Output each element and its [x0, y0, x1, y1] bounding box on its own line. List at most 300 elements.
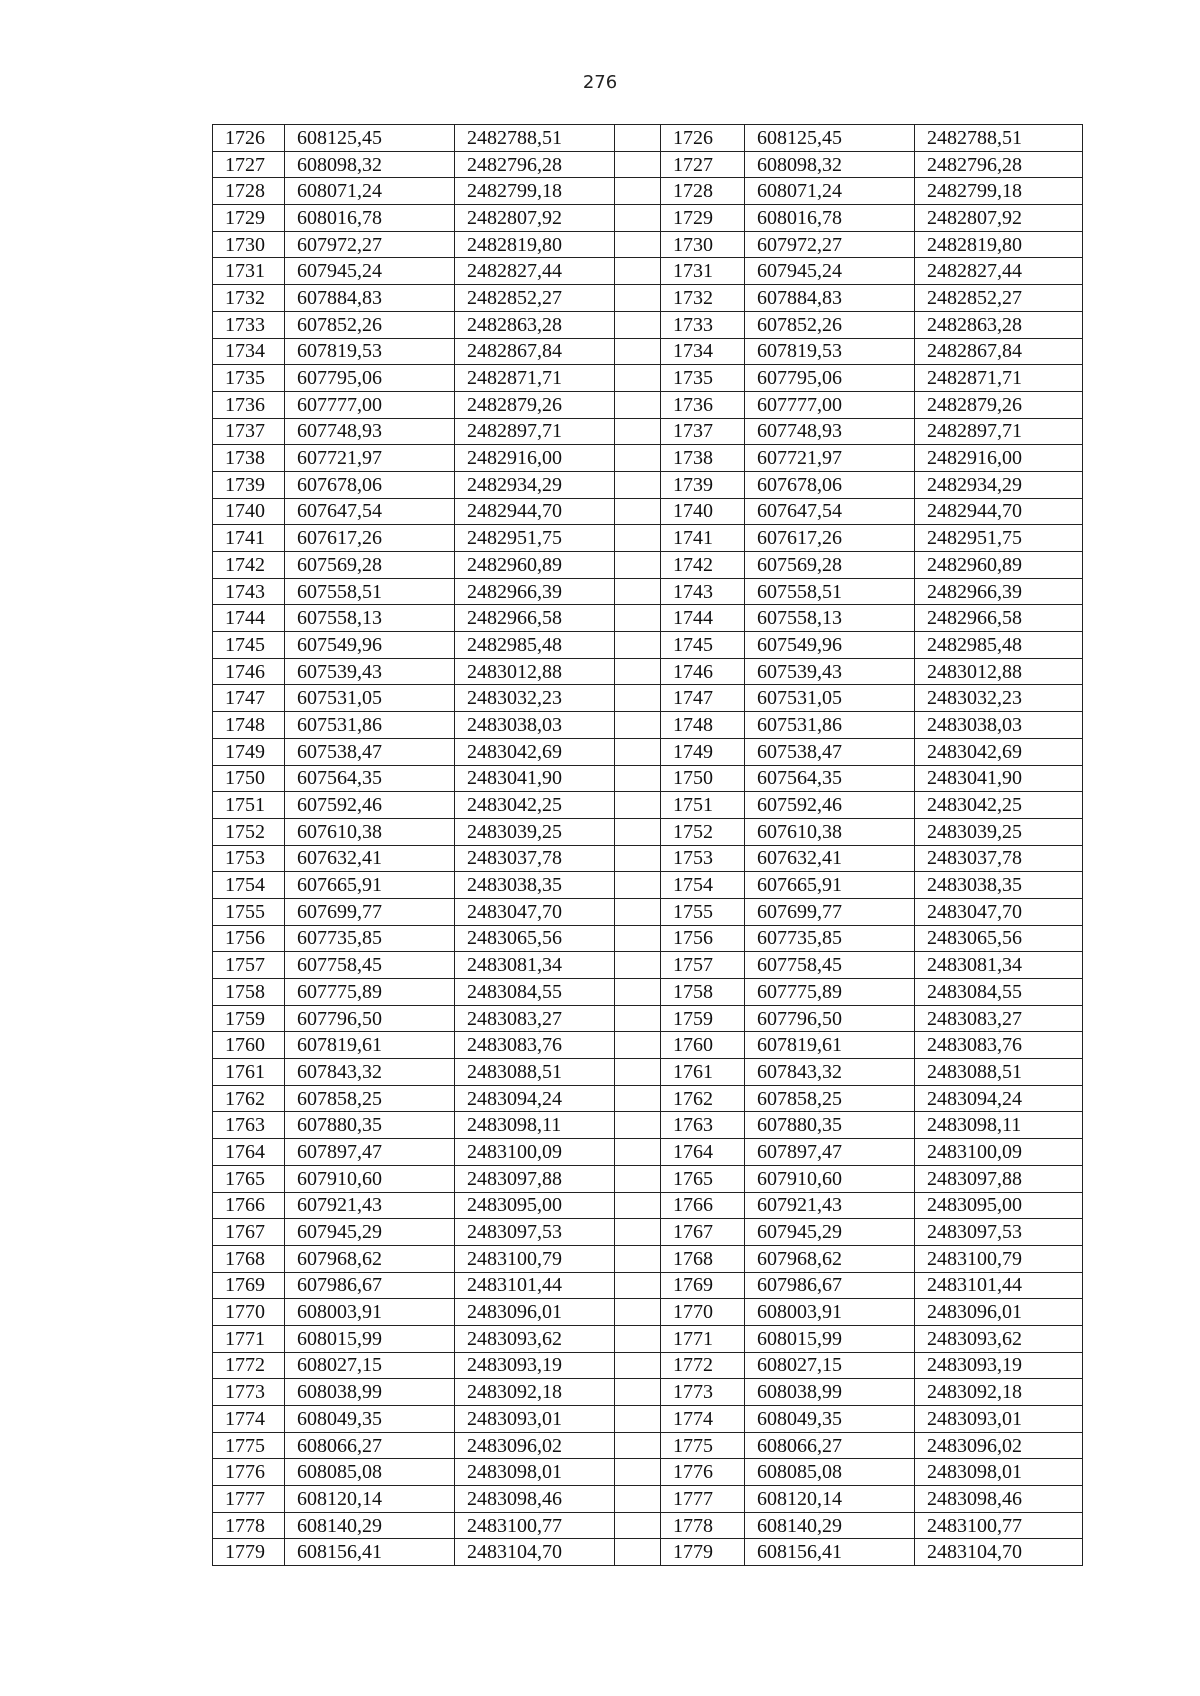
x-coordinate-cell: 608120,14 [745, 1486, 915, 1513]
y-coordinate-cell: 2483101,44 [455, 1272, 615, 1299]
blank-cell [615, 1406, 661, 1433]
y-coordinate-cell: 2483083,76 [915, 1032, 1083, 1059]
point-number-cell: 1755 [213, 898, 285, 925]
y-coordinate-cell: 2483047,70 [455, 898, 615, 925]
y-coordinate-cell: 2482966,39 [915, 578, 1083, 605]
table-row [213, 1459, 1083, 1486]
blank-cell [615, 1325, 661, 1352]
point-number-cell: 1740 [213, 498, 285, 525]
x-coordinate-cell: 607775,89 [745, 979, 915, 1006]
blank-cell [615, 338, 661, 365]
table-row [213, 872, 1083, 899]
x-coordinate-cell: 607558,51 [745, 578, 915, 605]
point-number-cell: 1752 [213, 818, 285, 845]
coordinates-table-body [213, 125, 1083, 1566]
x-coordinate-cell: 607610,38 [745, 818, 915, 845]
point-number-cell: 1771 [661, 1325, 745, 1352]
point-number-cell: 1774 [213, 1406, 285, 1433]
table-row [213, 1059, 1083, 1086]
point-number-cell: 1738 [213, 445, 285, 472]
point-number-cell: 1742 [213, 552, 285, 579]
y-coordinate-cell: 2483088,51 [915, 1059, 1083, 1086]
point-number-cell: 1759 [213, 1005, 285, 1032]
blank-cell [615, 792, 661, 819]
x-coordinate-cell: 608085,08 [285, 1459, 455, 1486]
y-coordinate-cell: 2482916,00 [915, 445, 1083, 472]
y-coordinate-cell: 2483084,55 [915, 979, 1083, 1006]
blank-cell [615, 1352, 661, 1379]
table-row [213, 1272, 1083, 1299]
x-coordinate-cell: 607592,46 [745, 792, 915, 819]
y-coordinate-cell: 2483097,53 [915, 1219, 1083, 1246]
x-coordinate-cell: 607972,27 [285, 231, 455, 258]
x-coordinate-cell: 607647,54 [285, 498, 455, 525]
y-coordinate-cell: 2482985,48 [455, 632, 615, 659]
y-coordinate-cell: 2482944,70 [915, 498, 1083, 525]
point-number-cell: 1761 [213, 1059, 285, 1086]
y-coordinate-cell: 2482916,00 [455, 445, 615, 472]
x-coordinate-cell: 608027,15 [745, 1352, 915, 1379]
point-number-cell: 1744 [213, 605, 285, 632]
point-number-cell: 1732 [661, 285, 745, 312]
y-coordinate-cell: 2483104,70 [915, 1539, 1083, 1566]
x-coordinate-cell: 608016,78 [745, 205, 915, 232]
point-number-cell: 1754 [661, 872, 745, 899]
point-number-cell: 1745 [213, 632, 285, 659]
y-coordinate-cell: 2483098,11 [455, 1112, 615, 1139]
blank-cell [615, 498, 661, 525]
point-number-cell: 1739 [213, 471, 285, 498]
point-number-cell: 1755 [661, 898, 745, 925]
blank-cell [615, 845, 661, 872]
x-coordinate-cell: 607945,29 [745, 1219, 915, 1246]
blank-cell [615, 898, 661, 925]
point-number-cell: 1749 [661, 738, 745, 765]
y-coordinate-cell: 2483098,46 [455, 1486, 615, 1513]
point-number-cell: 1771 [213, 1325, 285, 1352]
blank-cell [615, 1085, 661, 1112]
blank-cell [615, 1192, 661, 1219]
table-row [213, 1299, 1083, 1326]
point-number-cell: 1732 [213, 285, 285, 312]
y-coordinate-cell: 2483097,88 [915, 1165, 1083, 1192]
blank-cell [615, 658, 661, 685]
x-coordinate-cell: 607735,85 [745, 925, 915, 952]
point-number-cell: 1728 [661, 178, 745, 205]
y-coordinate-cell: 2483041,90 [455, 765, 615, 792]
x-coordinate-cell: 608140,29 [285, 1512, 455, 1539]
blank-cell [615, 258, 661, 285]
x-coordinate-cell: 607748,93 [745, 418, 915, 445]
table-row [213, 738, 1083, 765]
y-coordinate-cell: 2483038,35 [915, 872, 1083, 899]
x-coordinate-cell: 607569,28 [285, 552, 455, 579]
point-number-cell: 1738 [661, 445, 745, 472]
point-number-cell: 1757 [661, 952, 745, 979]
table-row [213, 712, 1083, 739]
point-number-cell: 1728 [213, 178, 285, 205]
point-number-cell: 1731 [661, 258, 745, 285]
x-coordinate-cell: 608125,45 [745, 125, 915, 152]
table-row [213, 365, 1083, 392]
point-number-cell: 1729 [661, 205, 745, 232]
blank-cell [615, 1432, 661, 1459]
x-coordinate-cell: 607858,25 [745, 1085, 915, 1112]
x-coordinate-cell: 607775,89 [285, 979, 455, 1006]
point-number-cell: 1735 [213, 365, 285, 392]
x-coordinate-cell: 608156,41 [745, 1539, 915, 1566]
y-coordinate-cell: 2483037,78 [915, 845, 1083, 872]
point-number-cell: 1744 [661, 605, 745, 632]
x-coordinate-cell: 607531,05 [285, 685, 455, 712]
point-number-cell: 1734 [213, 338, 285, 365]
point-number-cell: 1754 [213, 872, 285, 899]
y-coordinate-cell: 2483098,01 [915, 1459, 1083, 1486]
x-coordinate-cell: 607569,28 [745, 552, 915, 579]
point-number-cell: 1753 [661, 845, 745, 872]
y-coordinate-cell: 2483088,51 [455, 1059, 615, 1086]
point-number-cell: 1752 [661, 818, 745, 845]
x-coordinate-cell: 607758,45 [745, 952, 915, 979]
table-row [213, 125, 1083, 152]
y-coordinate-cell: 2483081,34 [455, 952, 615, 979]
point-number-cell: 1741 [661, 525, 745, 552]
y-coordinate-cell: 2482966,58 [915, 605, 1083, 632]
point-number-cell: 1773 [661, 1379, 745, 1406]
point-number-cell: 1764 [661, 1139, 745, 1166]
y-coordinate-cell: 2483065,56 [455, 925, 615, 952]
y-coordinate-cell: 2483096,01 [915, 1299, 1083, 1326]
point-number-cell: 1769 [213, 1272, 285, 1299]
point-number-cell: 1741 [213, 525, 285, 552]
x-coordinate-cell: 607699,77 [285, 898, 455, 925]
x-coordinate-cell: 607632,41 [285, 845, 455, 872]
point-number-cell: 1730 [213, 231, 285, 258]
y-coordinate-cell: 2483095,00 [915, 1192, 1083, 1219]
table-row [213, 552, 1083, 579]
blank-cell [615, 1486, 661, 1513]
point-number-cell: 1769 [661, 1272, 745, 1299]
y-coordinate-cell: 2483096,02 [455, 1432, 615, 1459]
point-number-cell: 1762 [661, 1085, 745, 1112]
table-row [213, 1112, 1083, 1139]
point-number-cell: 1730 [661, 231, 745, 258]
point-number-cell: 1776 [213, 1459, 285, 1486]
table-row [213, 471, 1083, 498]
x-coordinate-cell: 607735,85 [285, 925, 455, 952]
blank-cell [615, 285, 661, 312]
point-number-cell: 1743 [661, 578, 745, 605]
x-coordinate-cell: 608140,29 [745, 1512, 915, 1539]
table-row [213, 1245, 1083, 1272]
x-coordinate-cell: 607632,41 [745, 845, 915, 872]
x-coordinate-cell: 608003,91 [745, 1299, 915, 1326]
x-coordinate-cell: 607721,97 [745, 445, 915, 472]
x-coordinate-cell: 608015,99 [285, 1325, 455, 1352]
x-coordinate-cell: 607558,13 [745, 605, 915, 632]
x-coordinate-cell: 607921,43 [285, 1192, 455, 1219]
table-row [213, 231, 1083, 258]
point-number-cell: 1770 [661, 1299, 745, 1326]
y-coordinate-cell: 2483093,01 [915, 1406, 1083, 1433]
point-number-cell: 1751 [661, 792, 745, 819]
point-number-cell: 1739 [661, 471, 745, 498]
x-coordinate-cell: 607796,50 [285, 1005, 455, 1032]
y-coordinate-cell: 2483038,35 [455, 872, 615, 899]
y-coordinate-cell: 2483032,23 [455, 685, 615, 712]
y-coordinate-cell: 2482985,48 [915, 632, 1083, 659]
y-coordinate-cell: 2482960,89 [455, 552, 615, 579]
x-coordinate-cell: 608066,27 [285, 1432, 455, 1459]
blank-cell [615, 525, 661, 552]
x-coordinate-cell: 607921,43 [745, 1192, 915, 1219]
y-coordinate-cell: 2482934,29 [455, 471, 615, 498]
blank-cell [615, 1539, 661, 1566]
y-coordinate-cell: 2483093,19 [455, 1352, 615, 1379]
x-coordinate-cell: 607897,47 [285, 1139, 455, 1166]
table-row [213, 818, 1083, 845]
x-coordinate-cell: 607819,53 [285, 338, 455, 365]
x-coordinate-cell: 607665,91 [745, 872, 915, 899]
table-row [213, 205, 1083, 232]
x-coordinate-cell: 608066,27 [745, 1432, 915, 1459]
point-number-cell: 1775 [213, 1432, 285, 1459]
x-coordinate-cell: 607945,29 [285, 1219, 455, 1246]
blank-cell [615, 1112, 661, 1139]
y-coordinate-cell: 2483093,62 [915, 1325, 1083, 1352]
y-coordinate-cell: 2483042,25 [915, 792, 1083, 819]
x-coordinate-cell: 608156,41 [285, 1539, 455, 1566]
blank-cell [615, 1032, 661, 1059]
x-coordinate-cell: 608049,35 [745, 1406, 915, 1433]
table-row [213, 765, 1083, 792]
table-row [213, 1192, 1083, 1219]
point-number-cell: 1775 [661, 1432, 745, 1459]
x-coordinate-cell: 608027,15 [285, 1352, 455, 1379]
point-number-cell: 1736 [661, 391, 745, 418]
blank-cell [615, 311, 661, 338]
y-coordinate-cell: 2483097,53 [455, 1219, 615, 1246]
blank-cell [615, 578, 661, 605]
x-coordinate-cell: 607819,61 [285, 1032, 455, 1059]
point-number-cell: 1735 [661, 365, 745, 392]
x-coordinate-cell: 607884,83 [745, 285, 915, 312]
point-number-cell: 1746 [213, 658, 285, 685]
y-coordinate-cell: 2483042,25 [455, 792, 615, 819]
y-coordinate-cell: 2483100,09 [455, 1139, 615, 1166]
point-number-cell: 1765 [213, 1165, 285, 1192]
x-coordinate-cell: 607549,96 [745, 632, 915, 659]
y-coordinate-cell: 2482871,71 [915, 365, 1083, 392]
table-row [213, 285, 1083, 312]
y-coordinate-cell: 2482934,29 [915, 471, 1083, 498]
point-number-cell: 1762 [213, 1085, 285, 1112]
point-number-cell: 1772 [661, 1352, 745, 1379]
table-row [213, 898, 1083, 925]
table-row [213, 1139, 1083, 1166]
x-coordinate-cell: 607699,77 [745, 898, 915, 925]
table-row [213, 685, 1083, 712]
blank-cell [615, 1139, 661, 1166]
point-number-cell: 1779 [213, 1539, 285, 1566]
point-number-cell: 1777 [661, 1486, 745, 1513]
table-row [213, 1539, 1083, 1566]
point-number-cell: 1736 [213, 391, 285, 418]
y-coordinate-cell: 2483092,18 [915, 1379, 1083, 1406]
point-number-cell: 1748 [661, 712, 745, 739]
x-coordinate-cell: 608038,99 [745, 1379, 915, 1406]
blank-cell [615, 391, 661, 418]
y-coordinate-cell: 2482799,18 [915, 178, 1083, 205]
blank-cell [615, 231, 661, 258]
blank-cell [615, 605, 661, 632]
point-number-cell: 1767 [661, 1219, 745, 1246]
table-row [213, 1325, 1083, 1352]
x-coordinate-cell: 607880,35 [745, 1112, 915, 1139]
table-row [213, 1032, 1083, 1059]
point-number-cell: 1773 [213, 1379, 285, 1406]
point-number-cell: 1727 [213, 151, 285, 178]
blank-cell [615, 712, 661, 739]
x-coordinate-cell: 607945,24 [745, 258, 915, 285]
y-coordinate-cell: 2483098,46 [915, 1486, 1083, 1513]
y-coordinate-cell: 2482867,84 [455, 338, 615, 365]
y-coordinate-cell: 2483042,69 [915, 738, 1083, 765]
point-number-cell: 1768 [213, 1245, 285, 1272]
x-coordinate-cell: 607531,86 [285, 712, 455, 739]
point-number-cell: 1737 [213, 418, 285, 445]
blank-cell [615, 178, 661, 205]
blank-cell [615, 685, 661, 712]
y-coordinate-cell: 2483100,77 [915, 1512, 1083, 1539]
point-number-cell: 1746 [661, 658, 745, 685]
y-coordinate-cell: 2483038,03 [455, 712, 615, 739]
point-number-cell: 1772 [213, 1352, 285, 1379]
y-coordinate-cell: 2482819,80 [915, 231, 1083, 258]
blank-cell [615, 1379, 661, 1406]
table-row [213, 1512, 1083, 1539]
x-coordinate-cell: 607968,62 [285, 1245, 455, 1272]
x-coordinate-cell: 607647,54 [745, 498, 915, 525]
table-row [213, 445, 1083, 472]
blank-cell [615, 151, 661, 178]
y-coordinate-cell: 2483100,79 [455, 1245, 615, 1272]
point-number-cell: 1767 [213, 1219, 285, 1246]
x-coordinate-cell: 607617,26 [745, 525, 915, 552]
y-coordinate-cell: 2483081,34 [915, 952, 1083, 979]
x-coordinate-cell: 607549,96 [285, 632, 455, 659]
table-row [213, 632, 1083, 659]
x-coordinate-cell: 607843,32 [745, 1059, 915, 1086]
x-coordinate-cell: 607538,47 [745, 738, 915, 765]
x-coordinate-cell: 608085,08 [745, 1459, 915, 1486]
y-coordinate-cell: 2482966,58 [455, 605, 615, 632]
x-coordinate-cell: 607558,13 [285, 605, 455, 632]
table-row [213, 979, 1083, 1006]
point-number-cell: 1778 [213, 1512, 285, 1539]
point-number-cell: 1777 [213, 1486, 285, 1513]
y-coordinate-cell: 2483098,01 [455, 1459, 615, 1486]
y-coordinate-cell: 2483037,78 [455, 845, 615, 872]
y-coordinate-cell: 2483093,19 [915, 1352, 1083, 1379]
table-row [213, 1432, 1083, 1459]
table-row [213, 525, 1083, 552]
y-coordinate-cell: 2482960,89 [915, 552, 1083, 579]
point-number-cell: 1756 [213, 925, 285, 952]
y-coordinate-cell: 2482879,26 [915, 391, 1083, 418]
y-coordinate-cell: 2483039,25 [915, 818, 1083, 845]
y-coordinate-cell: 2482863,28 [455, 311, 615, 338]
y-coordinate-cell: 2483083,76 [455, 1032, 615, 1059]
blank-cell [615, 418, 661, 445]
table-row [213, 311, 1083, 338]
x-coordinate-cell: 607819,53 [745, 338, 915, 365]
y-coordinate-cell: 2483100,79 [915, 1245, 1083, 1272]
point-number-cell: 1743 [213, 578, 285, 605]
table-row [213, 151, 1083, 178]
x-coordinate-cell: 607880,35 [285, 1112, 455, 1139]
table-row [213, 391, 1083, 418]
blank-cell [615, 738, 661, 765]
point-number-cell: 1779 [661, 1539, 745, 1566]
point-number-cell: 1727 [661, 151, 745, 178]
table-row [213, 1352, 1083, 1379]
x-coordinate-cell: 607986,67 [745, 1272, 915, 1299]
x-coordinate-cell: 608003,91 [285, 1299, 455, 1326]
point-number-cell: 1757 [213, 952, 285, 979]
point-number-cell: 1726 [213, 125, 285, 152]
x-coordinate-cell: 608049,35 [285, 1406, 455, 1433]
y-coordinate-cell: 2483096,02 [915, 1432, 1083, 1459]
table-row [213, 1085, 1083, 1112]
point-number-cell: 1747 [661, 685, 745, 712]
y-coordinate-cell: 2482951,75 [455, 525, 615, 552]
y-coordinate-cell: 2483098,11 [915, 1112, 1083, 1139]
point-number-cell: 1766 [213, 1192, 285, 1219]
y-coordinate-cell: 2482871,71 [455, 365, 615, 392]
y-coordinate-cell: 2482788,51 [915, 125, 1083, 152]
x-coordinate-cell: 607748,93 [285, 418, 455, 445]
x-coordinate-cell: 607758,45 [285, 952, 455, 979]
table-row [213, 178, 1083, 205]
blank-cell [615, 445, 661, 472]
blank-cell [615, 1299, 661, 1326]
point-number-cell: 1758 [213, 979, 285, 1006]
point-number-cell: 1737 [661, 418, 745, 445]
x-coordinate-cell: 608038,99 [285, 1379, 455, 1406]
x-coordinate-cell: 607564,35 [745, 765, 915, 792]
y-coordinate-cell: 2483042,69 [455, 738, 615, 765]
y-coordinate-cell: 2483041,90 [915, 765, 1083, 792]
blank-cell [615, 552, 661, 579]
y-coordinate-cell: 2482796,28 [455, 151, 615, 178]
y-coordinate-cell: 2483083,27 [915, 1005, 1083, 1032]
table-row [213, 1406, 1083, 1433]
table-row [213, 338, 1083, 365]
table-row [213, 498, 1083, 525]
point-number-cell: 1765 [661, 1165, 745, 1192]
x-coordinate-cell: 608071,24 [745, 178, 915, 205]
y-coordinate-cell: 2483097,88 [455, 1165, 615, 1192]
point-number-cell: 1776 [661, 1459, 745, 1486]
blank-cell [615, 1005, 661, 1032]
point-number-cell: 1778 [661, 1512, 745, 1539]
y-coordinate-cell: 2483104,70 [455, 1539, 615, 1566]
blank-cell [615, 125, 661, 152]
point-number-cell: 1768 [661, 1245, 745, 1272]
point-number-cell: 1733 [661, 311, 745, 338]
x-coordinate-cell: 607678,06 [285, 471, 455, 498]
